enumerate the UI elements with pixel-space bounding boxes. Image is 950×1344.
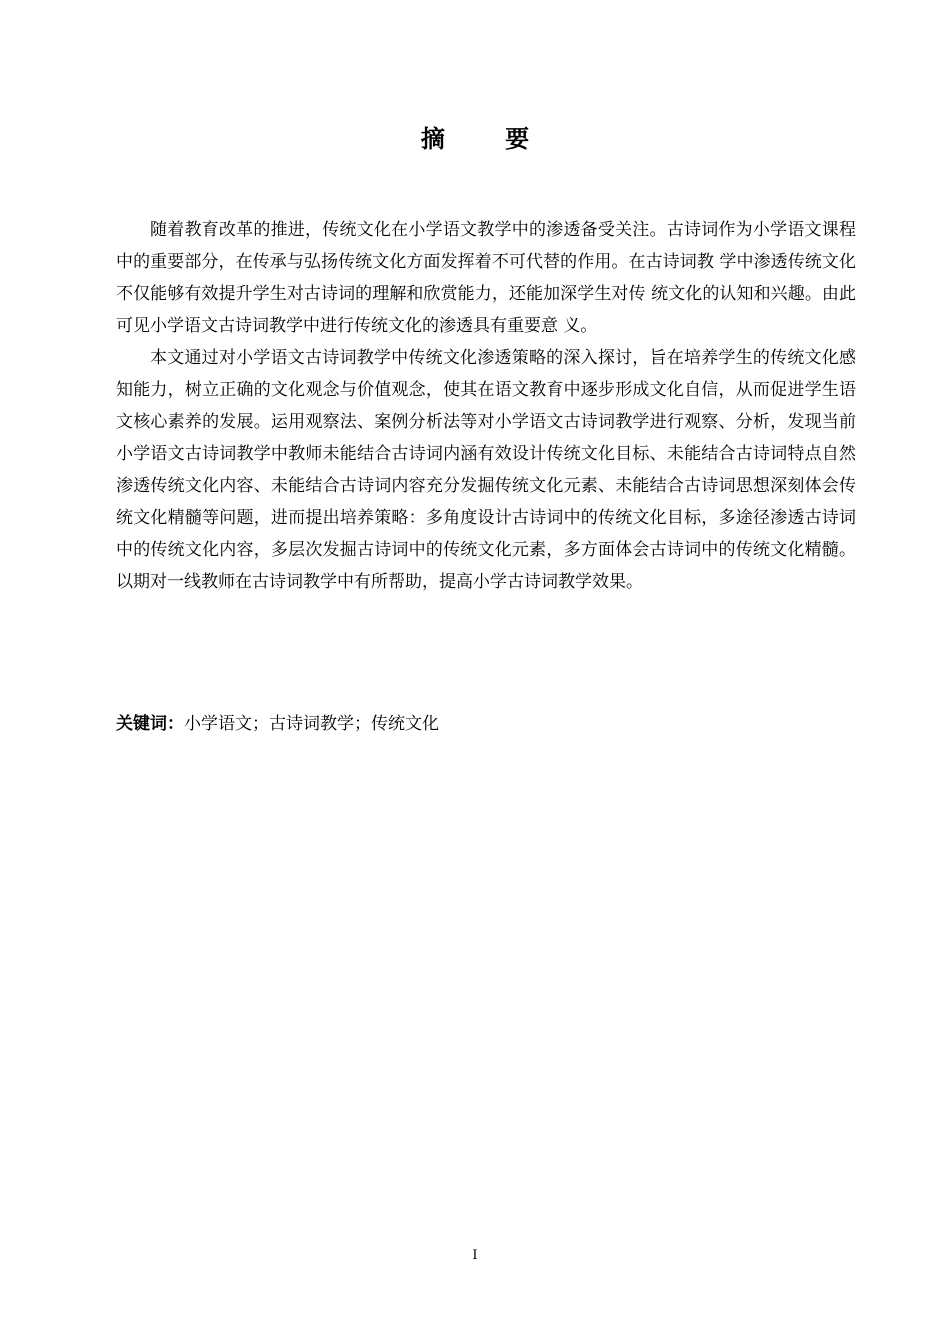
abstract-paragraph-2: 本文通过对小学语文古诗词教学中传统文化渗透策略的深入探讨，旨在培养学生的传统文化感知能力，树立正确的文化观念与价值观念，使其在语文教育中逐步形成文化自信，从而促进学生语文核心素养的发展。运用观察法、案例分析法等对小学语文古诗词教学进行观察、分析，发现当前小学语文古诗词教学中教师未能结合古诗词内涵有效设计传统文化目标、未能结合古诗词特点自然渗透传统文化内容、未能结合古诗词内容充分发掘传统文化元素、未能结合古诗词思想深刻体会传统文化精髓等问题，进而提出培养策略：多角度设计古诗词中的传统文化目标，多途径渗透古诗词中的传统文化内容，多层次发掘古诗词中的传统文化元素，多方面体会古诗词中的传统文化精髓。以期对一线教师在古诗词教学中有所帮助，提高小学古诗词教学效果。 bbox=[116, 348, 856, 592]
keywords-line bbox=[116, 708, 856, 740]
abstract-paragraph-1: 随着教育改革的推进，传统文化在小学语文教学中的渗透备受关注。古诗词作为小学语文课程中的重要部分，在传承与弘扬传统文化方面发挥着不可代替的作用。在古诗词教 学中渗透传统文化不仅能够有效提升学生对古诗词的理解和欣赏能力，还能加深学生对传 统文化的认知和兴趣。由此可见小学语文古诗词教学中进行传统文化的渗透具有重要意 义。 bbox=[116, 220, 856, 336]
keywords-value: 小学语文；古诗词教学；传统文化 bbox=[184, 714, 439, 734]
page-number: I bbox=[472, 1248, 478, 1263]
abstract-body bbox=[116, 214, 856, 598]
abstract-title: 摘 要 bbox=[420, 124, 556, 153]
keywords-label: 关键词： bbox=[116, 714, 184, 734]
